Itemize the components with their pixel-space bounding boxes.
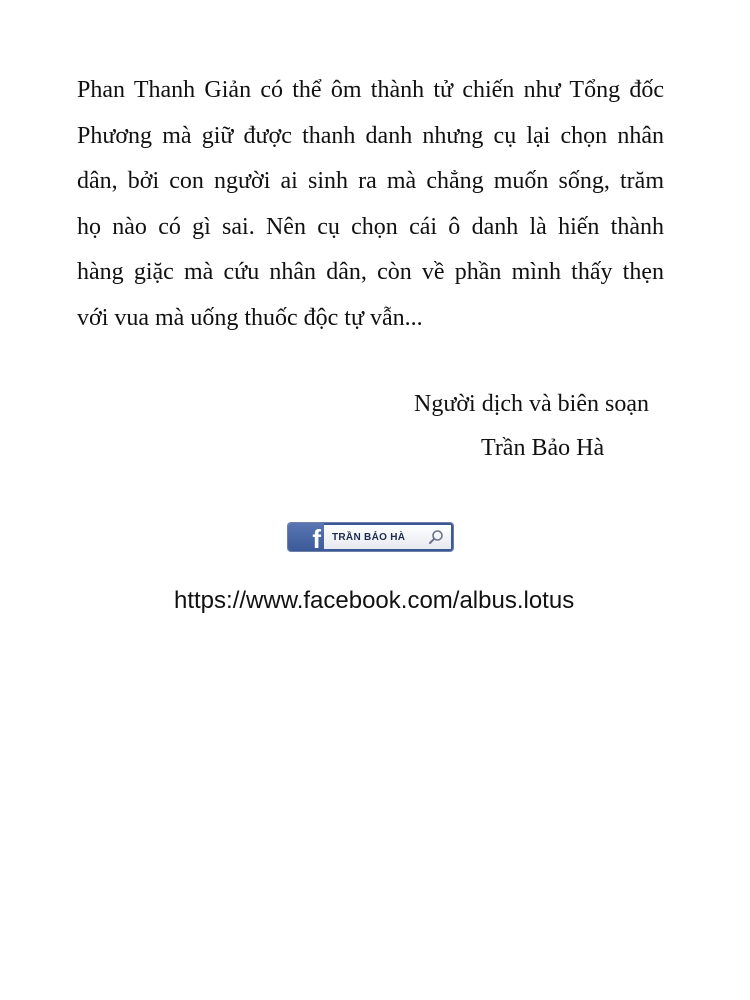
facebook-search-badge[interactable]	[288, 523, 453, 551]
facebook-url: https://www.facebook.com/albus.lotus	[174, 587, 575, 614]
search-icon[interactable]	[427, 528, 445, 546]
paragraph-line: dân, bởi con người ai sinh ra mà chẳng muốn sống, trăm	[77, 168, 664, 194]
facebook-profile-name: TRẦN BẢO HÀ	[332, 531, 406, 543]
facebook-logo-icon	[288, 523, 324, 551]
paragraph-line: họ nào có gì sai. Nên cụ chọn cái ô danh là hiến thành	[77, 213, 664, 240]
paragraph-line: Phương mà giữ được thanh danh nhưng cụ lại chọn nhân	[77, 122, 664, 149]
paragraph-line: hàng giặc mà cứu nhân dân, còn về phần mình thấy thẹn	[77, 259, 664, 285]
paragraph-line: Phan Thanh Giản có thể ôm thành tử chiến như Tổng đốc	[77, 77, 664, 103]
facebook-logo-letter: f	[312, 524, 321, 551]
translator-role: Người dịch và biên soạn	[414, 391, 649, 417]
facebook-search-field[interactable]	[324, 523, 453, 551]
translator-name: Trần Bảo Hà	[481, 435, 605, 461]
paragraph-line: với vua mà uống thuốc độc tự vẫn...	[77, 304, 423, 331]
body-paragraph	[77, 68, 664, 341]
